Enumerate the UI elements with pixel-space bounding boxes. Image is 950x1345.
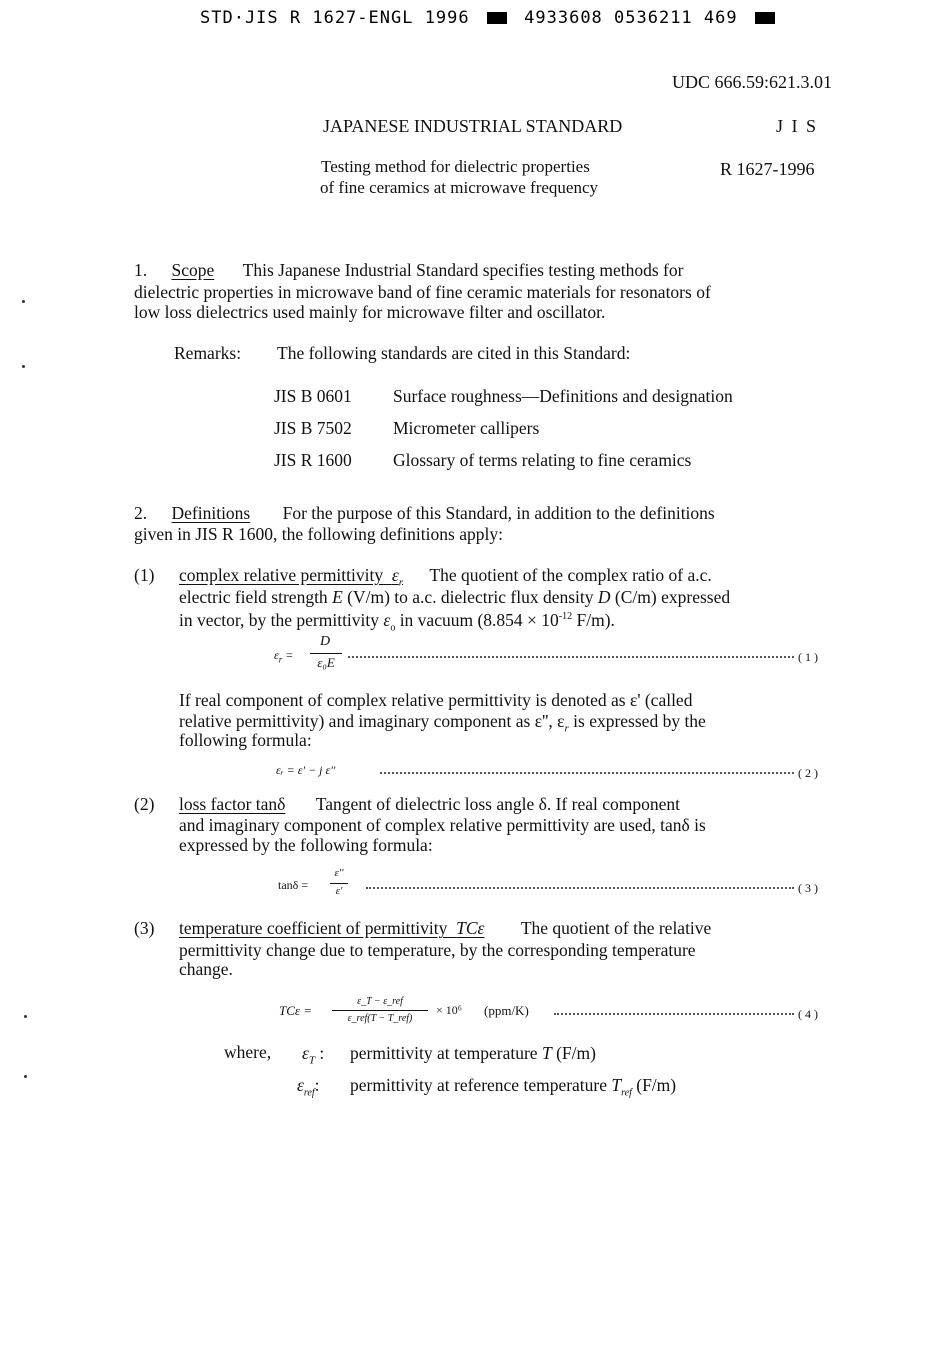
where-text-2: permittivity at reference temperature $T_{ref}$ (F/m) (350, 1075, 677, 1099)
remarks-text: The following standards are cited in this Standard: (277, 343, 631, 363)
eq3-numerator: ε'' (334, 867, 344, 879)
jis-mark: J I S (776, 116, 819, 136)
scan-speck (22, 365, 25, 368)
eq1-denominator: ε₀E (317, 655, 335, 670)
remarks-label: Remarks: (174, 343, 242, 363)
header-code-mid: 4933608 0536211 469 (524, 8, 738, 28)
eq1-numerator: D (319, 634, 331, 649)
document-code-header (200, 8, 781, 28)
def3-line-1: The quotient of the relative (520, 918, 712, 938)
scope-number: 1. (134, 260, 148, 280)
eq2-tag: ( 2 ) (798, 766, 818, 780)
standard-number: R 1627-1996 (720, 159, 815, 179)
where-text-1: permittivity at temperature T (F/m) (350, 1043, 596, 1063)
udc-code: UDC 666.59:621.3.01 (672, 72, 833, 92)
title-line-2: of fine ceramics at microwave frequency (320, 178, 598, 197)
def3-number: (3) (134, 918, 155, 938)
def3-term: temperature coefficient of permittivity TCε (179, 918, 485, 938)
eq4-numerator: ε_T − ε_ref (357, 996, 403, 1007)
ref-code-3: JIS R 1600 (274, 450, 352, 470)
def1-after-1: If real component of complex relative permittivity is denoted as ε' (called (179, 690, 693, 710)
eq3-tag: ( 3 ) (798, 881, 818, 895)
def2-line-2: and imaginary component of complex relative permittivity are used, tanδ is (179, 815, 706, 835)
where-symbol-1: $\varepsilon_T$ : (302, 1043, 325, 1067)
scope-line-1: This Japanese Industrial Standard specifies testing methods for (242, 260, 684, 280)
eq3-fraction-bar (330, 883, 348, 884)
definitions-section (134, 503, 715, 523)
ref-code-1: JIS B 0601 (274, 386, 352, 406)
where-label: where, (224, 1042, 272, 1062)
eq1-lhs: $\varepsilon_r$ = (274, 648, 294, 665)
definitions-line-2: given in JIS R 1600, the following definitions apply: (134, 524, 503, 544)
scope-section (134, 260, 683, 280)
title-line-1: Testing method for dielectric properties (321, 157, 590, 176)
definitions-line-1: For the purpose of this Standard, in addition to the definitions (282, 503, 715, 523)
def1-after-3: following formula: (179, 730, 312, 750)
def2-number: (2) (134, 794, 155, 814)
definitions-number: 2. (134, 503, 148, 523)
ref-title-3: Glossary of terms relating to fine ceramics (393, 450, 692, 470)
barcode-block-1 (487, 12, 507, 24)
standard-body: JAPANESE INDUSTRIAL STANDARD (323, 116, 623, 136)
eq2-leader-dots (380, 772, 794, 774)
barcode-block-2 (755, 12, 775, 24)
def1-term: complex relative permittivity $\varepsilon_r$ (179, 565, 404, 589)
def2-line-1: Tangent of dielectric loss angle δ. If real component (315, 794, 680, 814)
ref-title-1: Surface roughness—Definitions and designation (393, 386, 733, 406)
eq4-unit: (ppm/K) (484, 1003, 529, 1018)
eq1-fraction-bar (310, 653, 342, 654)
ref-code-2: JIS B 7502 (274, 418, 352, 438)
eq3-denominator: ε' (335, 885, 343, 897)
eq4-lhs: TCε = (279, 1003, 313, 1018)
def1-line-1: The quotient of the complex ratio of a.c. (429, 565, 712, 585)
scan-speck (24, 1075, 27, 1078)
def3-line-2: permittivity change due to temperature, by the corresponding temperature (179, 940, 696, 960)
eq3-leader-dots (366, 887, 794, 889)
def1-line-2: electric field strength E (V/m) to a.c. dielectric flux density D (C/m) expressed (179, 587, 731, 607)
def2-term: loss factor tanδ (179, 794, 286, 814)
scope-line-2: dielectric properties in microwave band of fine ceramic materials for resonators of (134, 282, 711, 302)
scan-speck (24, 1015, 27, 1018)
scan-speck (22, 300, 25, 303)
eq4-fraction-bar (332, 1010, 428, 1011)
eq1-leader-dots (348, 656, 794, 658)
eq4-leader-dots (554, 1013, 794, 1015)
eq4-tag: ( 4 ) (798, 1007, 818, 1021)
definitions-heading: Definitions (171, 503, 251, 523)
eq1-tag: ( 1 ) (798, 650, 818, 664)
def1-number: (1) (134, 565, 155, 585)
scope-heading: Scope (171, 260, 215, 280)
def1-line-3: in vector, by the permittivity $\varepsilon_o$ in vacuum ($8.854 \times 10^{-12}$ F/m). (179, 609, 615, 634)
header-code-left: STD·JIS R 1627-ENGL 1996 (200, 8, 470, 28)
eq4-multiplier: × 10⁶ (436, 1003, 462, 1017)
where-symbol-2: $\varepsilon_{ref}$: (297, 1075, 320, 1099)
def3-line-3: change. (179, 959, 233, 979)
scope-line-3: low loss dielectrics used mainly for microwave filter and oscillator. (134, 302, 606, 322)
def2-line-3: expressed by the following formula: (179, 835, 433, 855)
def2-heading-line (179, 794, 680, 814)
ref-title-2: Micrometer callipers (393, 418, 540, 438)
eq3-lhs: tanδ = (278, 878, 309, 892)
eq4-denominator: ε_ref(T − T_ref) (347, 1013, 413, 1024)
def3-heading-line (179, 918, 711, 938)
eq2-formula: εᵣ = ε' − j ε'' (276, 763, 336, 777)
def1-after-2: relative permittivity) and imaginary component as ε'', $\varepsilon_r$ is expressed by the (179, 711, 706, 735)
